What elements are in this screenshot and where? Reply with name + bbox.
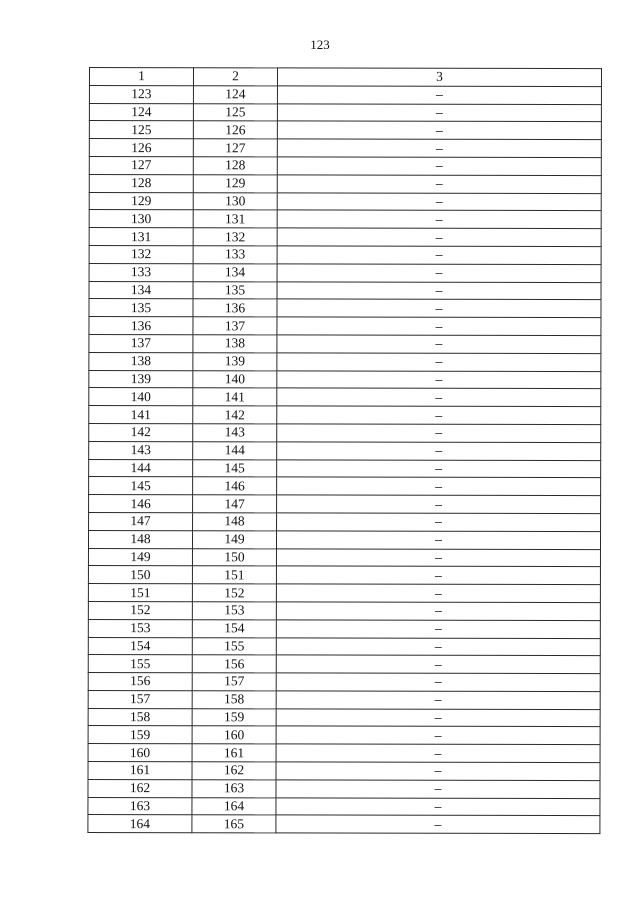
table-cell-col-1: 143 [89, 441, 193, 459]
table-row [89, 459, 601, 478]
table-row [89, 441, 601, 460]
table-cell-col-1: 160 [88, 744, 192, 762]
table-cell-col-1: 152 [88, 601, 192, 619]
table-cell-col-1: 139 [89, 370, 193, 388]
table-cell-col-2: 144 [193, 441, 277, 459]
table-row [89, 388, 601, 407]
table-cell-col-2: 153 [192, 602, 276, 620]
table-cell-col-3: – [277, 175, 601, 193]
column-header-2: 2 [193, 68, 277, 86]
table-cell-col-2: 130 [193, 192, 277, 210]
table-cell-col-2: 142 [193, 406, 277, 424]
table-row [88, 584, 600, 603]
table-cell-col-3: – [277, 103, 601, 121]
table-cell-col-1: 127 [89, 156, 193, 174]
table-cell-col-2: 143 [193, 424, 277, 442]
table-cell-col-2: 128 [193, 157, 277, 175]
table-cell-col-3: – [277, 406, 601, 424]
table-cell-col-3: – [277, 192, 601, 210]
table-cell-col-2: 158 [192, 691, 276, 709]
table-row [89, 352, 601, 371]
table-row [89, 370, 601, 389]
table-row [89, 121, 601, 140]
table-cell-col-2: 140 [193, 370, 277, 388]
table-cell-col-2: 146 [193, 477, 277, 495]
table-cell-col-2: 139 [193, 352, 277, 370]
table-row [88, 673, 600, 692]
table-cell-col-3: – [276, 709, 600, 727]
column-header-1: 1 [89, 68, 193, 86]
table-cell-col-2: 127 [193, 139, 277, 157]
table-cell-col-3: – [276, 637, 600, 655]
table-row [88, 797, 600, 816]
table-cell-col-3: – [277, 121, 601, 139]
table-cell-col-2: 157 [192, 673, 276, 691]
table-row [88, 601, 600, 620]
table-cell-col-3: – [276, 744, 600, 762]
data-table [87, 67, 602, 834]
table-row [89, 406, 601, 425]
table-cell-col-2: 154 [192, 619, 276, 637]
table-row [88, 690, 600, 709]
table-cell-col-2: 161 [192, 744, 276, 762]
table-cell-col-2: 147 [193, 495, 277, 513]
table-cell-col-3: – [277, 86, 601, 104]
table-cell-col-2: 135 [193, 281, 277, 299]
table-cell-col-2: 151 [192, 566, 276, 584]
table-cell-col-2: 136 [193, 299, 277, 317]
table-cell-col-3: – [277, 317, 601, 335]
table-body [88, 85, 602, 834]
table-cell-col-1: 144 [89, 459, 193, 477]
table-cell-col-3: – [277, 513, 601, 531]
table-cell-col-1: 147 [89, 512, 193, 530]
table-cell-col-1: 154 [88, 637, 192, 655]
table-cell-col-1: 146 [89, 495, 193, 513]
table-row [88, 548, 600, 567]
table-cell-col-2: 131 [193, 210, 277, 228]
table-cell-col-1: 148 [88, 530, 192, 548]
table-cell-col-1: 137 [89, 334, 193, 352]
table-row [89, 85, 601, 104]
table-cell-col-3: – [277, 139, 601, 157]
table-row [89, 228, 601, 247]
table-cell-col-3: – [277, 477, 601, 495]
table-cell-col-1: 142 [89, 423, 193, 441]
table-cell-col-2: 145 [193, 459, 277, 477]
table-cell-col-1: 123 [89, 85, 193, 103]
table-cell-col-3: – [277, 264, 601, 282]
table-cell-col-3: – [277, 210, 601, 228]
table-cell-col-2: 137 [193, 317, 277, 335]
table-cell-col-3: – [276, 726, 600, 744]
table-cell-col-1: 125 [89, 121, 193, 139]
table-cell-col-2: 165 [192, 815, 276, 833]
table-cell-col-3: – [276, 798, 600, 816]
table-row [88, 619, 600, 638]
table-cell-col-1: 124 [89, 103, 193, 121]
table-cell-col-2: 129 [193, 174, 277, 192]
table-row [89, 174, 601, 193]
table-cell-col-3: – [276, 548, 600, 566]
table-cell-col-3: – [277, 281, 601, 299]
table-cell-col-3: – [277, 424, 601, 442]
table-cell-col-3: – [276, 584, 600, 602]
table-cell-col-1: 132 [89, 245, 193, 263]
table-cell-col-3: – [277, 442, 601, 460]
table-cell-col-2: 132 [193, 228, 277, 246]
table-cell-col-1: 161 [88, 762, 192, 780]
table-cell-col-3: – [277, 495, 601, 513]
table-row [88, 655, 600, 674]
table-cell-col-3: – [277, 388, 601, 406]
table-row [88, 566, 600, 585]
table-cell-col-1: 158 [88, 708, 192, 726]
table-row [89, 263, 601, 282]
table-header-row [89, 68, 601, 87]
table-row [89, 495, 601, 514]
table-cell-col-3: – [276, 691, 600, 709]
table-row [89, 156, 601, 175]
table-cell-col-1: 128 [89, 174, 193, 192]
table-cell-col-1: 141 [89, 406, 193, 424]
table-cell-col-3: – [276, 620, 600, 638]
table-row [89, 423, 601, 442]
table-cell-col-1: 133 [89, 263, 193, 281]
table-cell-col-2: 124 [193, 86, 277, 104]
table-cell-col-2: 133 [193, 246, 277, 264]
table-cell-col-1: 145 [89, 477, 193, 495]
table-row [89, 299, 601, 318]
table-cell-col-1: 140 [89, 388, 193, 406]
table-cell-col-3: – [277, 299, 601, 317]
table-cell-col-1: 134 [89, 281, 193, 299]
table-cell-col-3: – [277, 157, 601, 175]
table-cell-col-2: 125 [193, 103, 277, 121]
table-cell-col-2: 164 [192, 797, 276, 815]
table-cell-col-2: 134 [193, 263, 277, 281]
table-row [89, 477, 601, 496]
table-row [88, 530, 600, 549]
table-row [89, 210, 601, 229]
page-number: 123 [310, 37, 330, 52]
table-cell-col-2: 138 [193, 335, 277, 353]
table-cell-col-2: 148 [193, 513, 277, 531]
table-row [88, 726, 600, 745]
table-row [88, 744, 600, 763]
table-cell-col-1: 130 [89, 210, 193, 228]
table-row [89, 103, 601, 122]
table-cell-col-2: 141 [193, 388, 277, 406]
table-row [89, 245, 601, 264]
table-cell-col-2: 150 [192, 548, 276, 566]
table-cell-col-1: 156 [88, 673, 192, 691]
table-cell-col-3: – [276, 780, 600, 798]
table-cell-col-1: 155 [88, 655, 192, 673]
table-cell-col-3: – [277, 335, 601, 353]
table-cell-col-2: 155 [192, 637, 276, 655]
table-cell-col-1: 151 [88, 584, 192, 602]
table-row [89, 281, 601, 300]
table-cell-col-2: 149 [192, 530, 276, 548]
table-row [88, 779, 600, 798]
table-cell-col-3: – [277, 370, 601, 388]
table-row [89, 192, 601, 211]
table-cell-col-1: 153 [88, 619, 192, 637]
table-row [88, 708, 600, 727]
table-row [89, 317, 601, 336]
table-cell-col-3: – [277, 246, 601, 264]
table-row [88, 637, 600, 656]
table-cell-col-2: 152 [192, 584, 276, 602]
table-cell-col-1: 159 [88, 726, 192, 744]
column-header-3: 3 [277, 68, 601, 86]
table-cell-col-2: 160 [192, 726, 276, 744]
table-cell-col-1: 129 [89, 192, 193, 210]
table-cell-col-2: 156 [192, 655, 276, 673]
table-cell-col-3: – [276, 655, 600, 673]
table-cell-col-2: 162 [192, 762, 276, 780]
table-cell-col-1: 138 [89, 352, 193, 370]
table-cell-col-2: 159 [192, 708, 276, 726]
table-cell-col-3: – [277, 459, 601, 477]
table-cell-col-3: – [276, 531, 600, 549]
table-cell-col-1: 126 [89, 139, 193, 157]
table-cell-col-3: – [276, 762, 600, 780]
table-row [89, 512, 601, 531]
table-cell-col-1: 136 [89, 317, 193, 335]
table-cell-col-1: 135 [89, 299, 193, 317]
table-cell-col-2: 163 [192, 780, 276, 798]
table-cell-col-3: – [276, 602, 600, 620]
table-cell-col-1: 163 [88, 797, 192, 815]
table-cell-col-3: – [277, 353, 601, 371]
table-cell-col-3: – [277, 228, 601, 246]
table-row [89, 139, 601, 158]
table-cell-col-1: 164 [88, 815, 192, 833]
table-cell-col-1: 162 [88, 779, 192, 797]
table-cell-col-3: – [276, 815, 600, 833]
table-row [88, 815, 600, 834]
table-cell-col-1: 157 [88, 690, 192, 708]
table-cell-col-1: 131 [89, 228, 193, 246]
table-cell-col-1: 149 [88, 548, 192, 566]
table-cell-col-1: 150 [88, 566, 192, 584]
table-cell-col-2: 126 [193, 121, 277, 139]
table-cell-col-3: – [276, 673, 600, 691]
table-row [88, 762, 600, 781]
table-row [89, 334, 601, 353]
table-cell-col-3: – [276, 566, 600, 584]
